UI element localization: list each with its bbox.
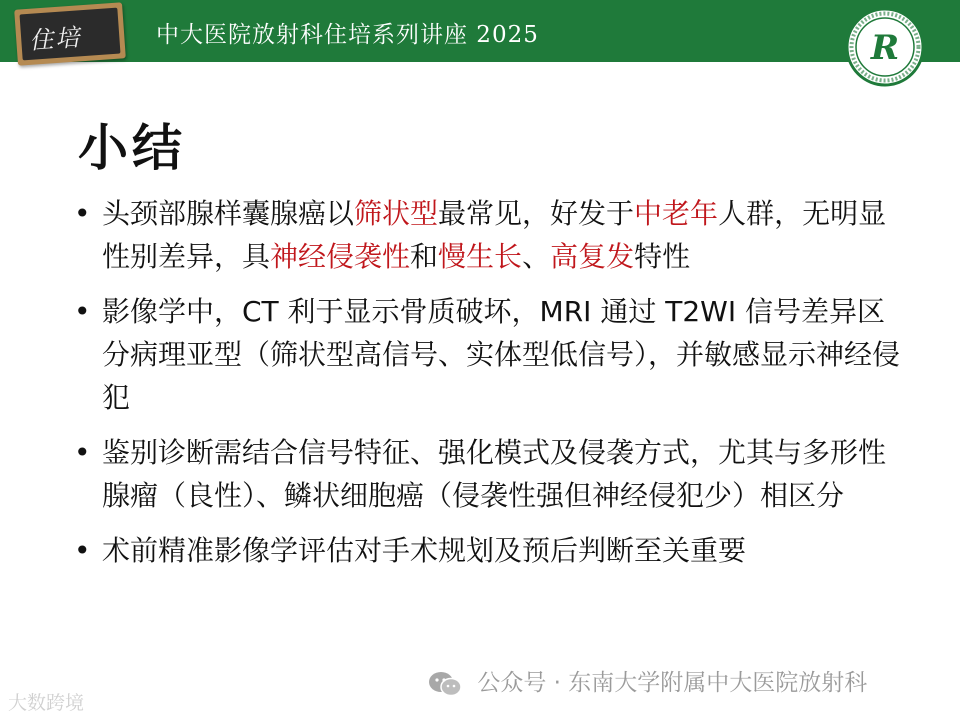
bullet-text: 影像学中，CT 利于显示骨质破坏，MRI 通过 T2WI 信号差异区分病理亚型（筛状型高信号、实体型低信号），并敏感显示神经侵犯	[102, 295, 901, 414]
bullet-text: 人群，无明显性别差异，具	[102, 197, 887, 273]
bullet-text: 鉴别诊断需结合信号特征、强化模式及侵袭方式，尤其与多形性腺瘤（良性）、鳞状细胞癌（侵袭性强但神经侵犯少）相区分	[102, 436, 887, 512]
highlighted-term: 高复发	[550, 240, 635, 273]
header-title: 中大医院放射科住培系列讲座 2025	[156, 22, 539, 48]
bullet-item	[72, 529, 912, 572]
bullet-text: 和	[410, 240, 439, 273]
chalkboard-logo-text: 住培	[28, 23, 83, 55]
emblem-letter: R	[870, 28, 900, 68]
watermark	[428, 664, 867, 698]
bullet-text: 头颈部腺样囊腺癌以	[102, 197, 355, 230]
highlighted-term: 中老年	[634, 197, 719, 230]
slide-title: 小结	[78, 119, 186, 177]
summary-bullet-list	[72, 192, 912, 584]
bullet-text: 术前精准影像学评估对手术规划及预后判断至关重要	[102, 534, 747, 567]
bullet-item	[72, 192, 912, 278]
header-bar	[0, 0, 960, 62]
watermark-text: 公众号 · 东南大学附属中大医院放射科	[477, 670, 868, 696]
corner-watermark: 大数跨境	[8, 692, 85, 714]
highlighted-term: 神经侵袭性	[270, 240, 411, 273]
bullet-text: 最常见，好发于	[438, 197, 635, 230]
bullet-text: 特性	[634, 240, 691, 273]
chalkboard	[20, 8, 121, 61]
wechat-icon	[428, 670, 462, 698]
highlighted-term: 筛状型	[354, 197, 439, 230]
chalkboard-logo	[14, 2, 126, 65]
department-emblem-icon	[844, 6, 926, 88]
bullet-item	[72, 290, 912, 419]
bullet-item	[72, 431, 912, 517]
bullet-text: 、	[522, 240, 551, 273]
highlighted-term: 慢生长	[438, 240, 523, 273]
